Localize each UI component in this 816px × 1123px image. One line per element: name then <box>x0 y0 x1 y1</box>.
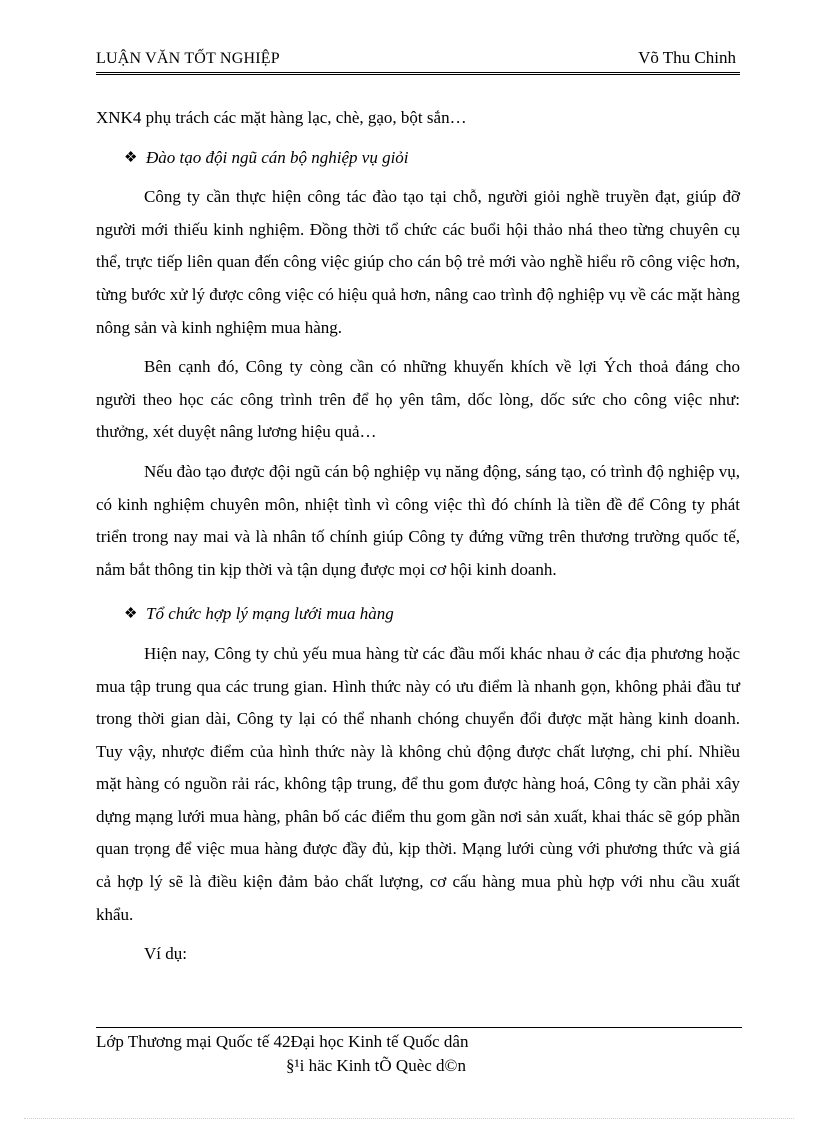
document-body <box>96 102 740 971</box>
section-heading-training-text: Đào tạo đội ngũ cán bộ nghiệp vụ giỏi <box>146 147 409 167</box>
section-heading-network <box>124 598 740 631</box>
paragraph-incentives: Bên cạnh đó, Công ty còng cần có những khuyến khích về lợi Ých thoả đáng cho người theo học các công trình trên để họ yên tâm, dốc lòng, dốc sức cho công việc như: thưởng, xét duyệt nâng lương hiệu quả… <box>96 357 740 442</box>
paragraph-outcome: Nếu đào tạo được đội ngũ cán bộ nghiệp vụ năng động, sáng tạo, có trình độ nghiệp vụ, có kinh nghiệm chuyên môn, nhiệt tình vì công việc thì đó chính là tiền đề để Công ty phát triển trong nay mai và là nhân tố chính giúp Công ty đứng vững trên thương trường quốc tế, nắm bắt thông tin kịp thời và tận dụng được mọi cơ hội kinh doanh. <box>96 461 740 579</box>
header-author-name: Võ Thu Chinh <box>638 48 736 67</box>
diamond-bullet-icon: ❖ <box>124 149 138 166</box>
page-bottom-divider <box>24 1118 794 1119</box>
page-footer <box>96 1027 742 1075</box>
example-label: Ví dụ: <box>144 944 187 964</box>
header-thesis-title: LUẬN VĂN TỐT NGHIỆP <box>96 50 280 67</box>
page-header <box>96 44 740 75</box>
paragraph-purchasing-network: Hiện nay, Công ty chủ yếu mua hàng từ các đầu mối khác nhau ở các địa phương hoặc mua tập trung qua các trung gian. Hình thức này có ưu điểm là nhanh gọn, không phải đầu tư trong thời gian dài, Công ty lại có thể nhanh chóng chuyển đổi được mặt hàng kinh doanh. Tuy vậy, nhược điểm của hình thức này là không chủ động được chất lượng, chi phí. Nhiều mặt hàng có nguồn rải rác, không tập trung, để thu gom được hàng hoá, Công ty cần phải xây dựng mạng lưới mua hàng, phân bố các điểm thu gom gần nơi sản xuất, khai thác sẽ góp phần quan trọng để việc mua hàng được đầy đủ, kịp thời. Mạng lưới cùng với phương thức và giá cả hợp lý sẽ là điều kiện đảm bảo chất lượng, cơ cấu hàng mua phù hợp với nhu cầu xuất khẩu. <box>96 643 740 924</box>
body-line-intro: XNK4 phụ trách các mặt hàng lạc, chè, gạo, bột sắn… <box>96 108 467 127</box>
diamond-bullet-icon: ❖ <box>124 606 138 623</box>
footer-garbled-university: §¹i häc Kinh tÕ Quèc d©n <box>286 1056 466 1075</box>
paragraph-training: Công ty cần thực hiện công tác đào tạo tại chỗ, người giỏi nghề truyền đạt, giúp đỡ người mới thiếu kinh nghiệm. Đồng thời tổ chức các buổi hội thảo nhá theo từng chuyên cụ thể, trực tiếp liên quan đến công việc giúp cho cán bộ trẻ mới vào nghề hiểu rõ công việc hơn, từng bước xử lý được công việc có hiệu quả hơn, nâng cao trình độ nghiệp vụ về các mặt hàng nông sản và kinh nghiệm mua hàng. <box>96 187 740 337</box>
section-heading-training <box>124 142 740 175</box>
section-heading-network-text: Tổ chức hợp lý mạng lưới mua hàng <box>146 604 394 624</box>
footer-class-name: Lớp Thương mại Quốc tế 42Đại học Kinh tế Quốc dân <box>96 1032 469 1051</box>
